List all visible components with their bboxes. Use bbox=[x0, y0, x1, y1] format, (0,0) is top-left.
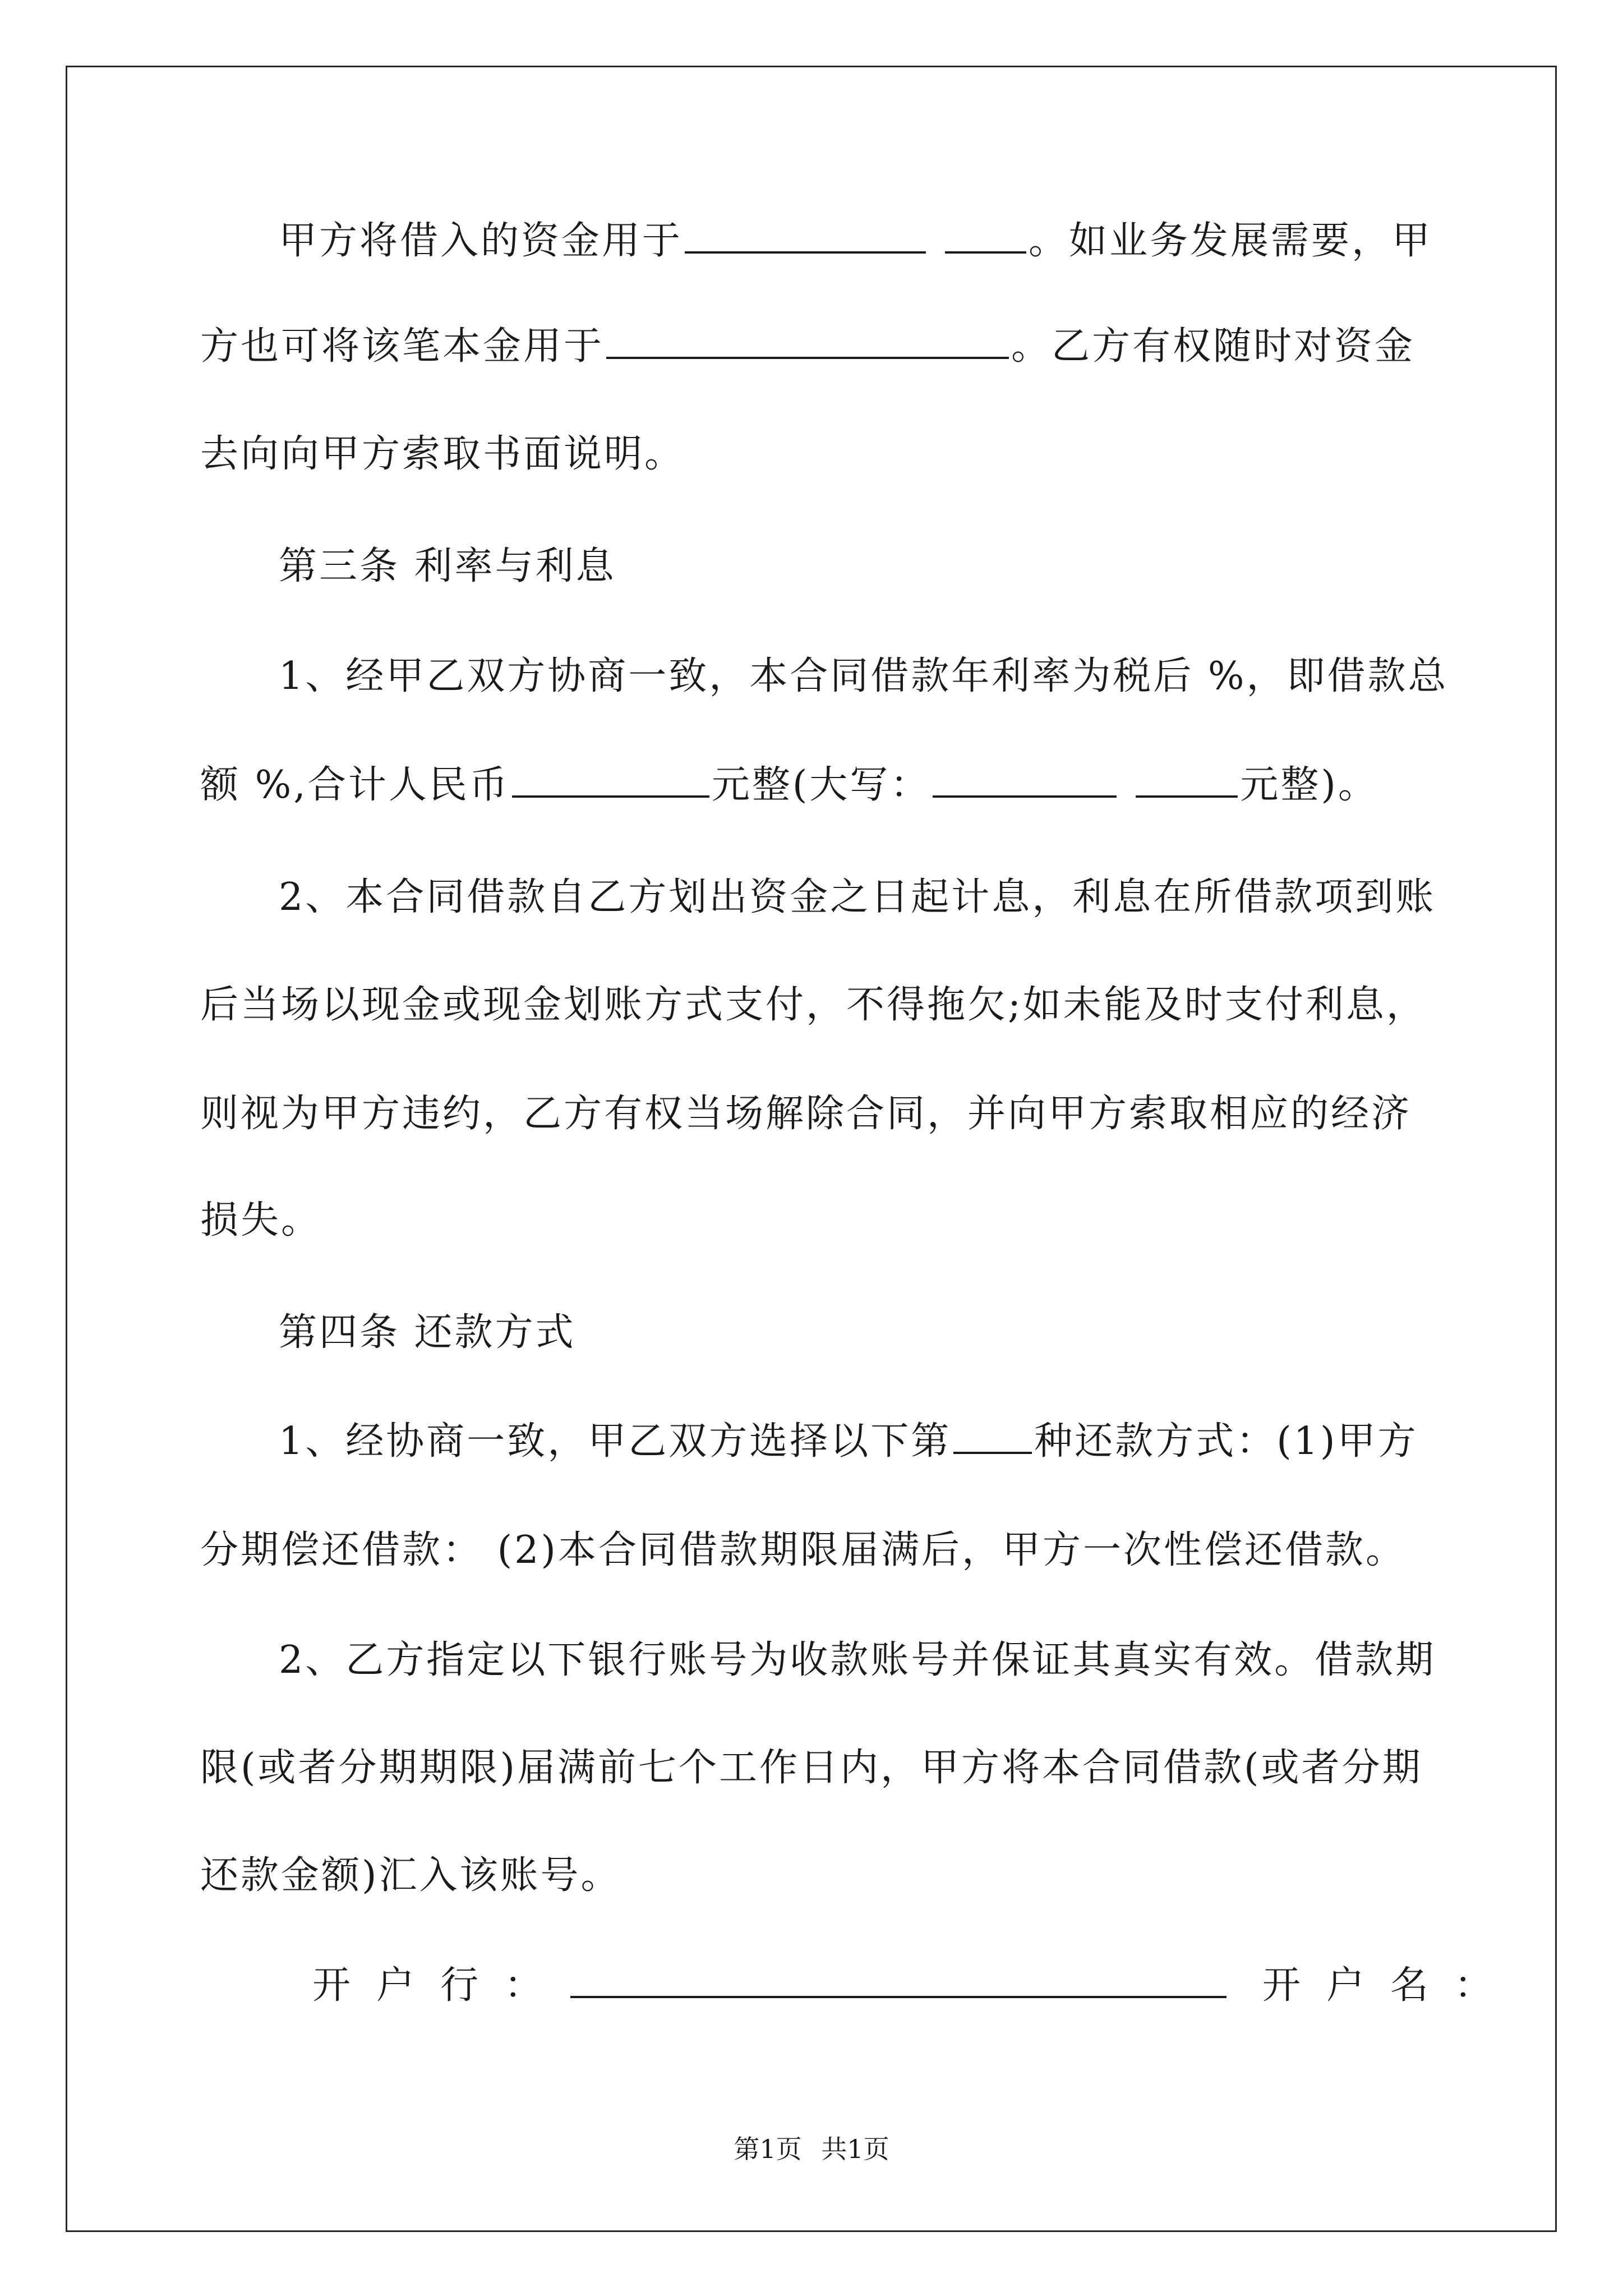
text: 1、经协商一致，甲乙双方选择以下第 bbox=[279, 1419, 952, 1464]
text: 元整)。 bbox=[1240, 763, 1378, 807]
text: 。乙方有权随时对资金 bbox=[1011, 324, 1415, 369]
page-current: 第1页 bbox=[734, 2134, 802, 2164]
paragraph-line bbox=[200, 313, 1415, 380]
text: 方也可将该笔本金用于 bbox=[200, 324, 605, 369]
paragraph-line bbox=[200, 1734, 1423, 1802]
fill-blank[interactable] bbox=[933, 756, 1117, 798]
bank-info-line bbox=[312, 1952, 1518, 2019]
text: 额 %,合计人民币 bbox=[200, 763, 510, 807]
fill-blank[interactable] bbox=[945, 212, 1026, 254]
section-heading bbox=[279, 533, 616, 600]
text: 后当场以现金或现金划账方式支付，不得拖欠;如未能及时支付利息， bbox=[200, 983, 1427, 1027]
fill-blank[interactable] bbox=[1136, 756, 1238, 798]
bank-name-field[interactable] bbox=[570, 1957, 1227, 1998]
fill-blank[interactable] bbox=[512, 756, 709, 798]
text: 限(或者分期期限)届满前七个工作日内，甲方将本合同借款(或者分期 bbox=[200, 1746, 1423, 1790]
paragraph-line bbox=[200, 972, 1427, 1039]
section-heading bbox=[279, 1299, 576, 1366]
bank-label: 开户行： bbox=[312, 1963, 569, 2008]
paragraph-line bbox=[279, 1408, 1418, 1475]
text: 分期偿还借款： (2)本合同借款期限届满后，甲方一次性偿还借款。 bbox=[200, 1528, 1406, 1572]
paragraph-line bbox=[200, 1187, 321, 1254]
paragraph-line bbox=[279, 643, 1449, 710]
text: 甲方将借入的资金用于 bbox=[279, 219, 683, 263]
paragraph-line bbox=[200, 1842, 621, 1910]
text: 1、经甲乙双方协商一致，本合同借款年利率为税后 %，即借款总 bbox=[279, 654, 1449, 698]
paragraph-line bbox=[200, 1080, 1412, 1148]
paragraph-line bbox=[279, 208, 1432, 275]
paragraph-line bbox=[200, 1517, 1406, 1584]
text: 2、乙方指定以下银行账号为收款账号并保证其真实有效。借款期 bbox=[279, 1638, 1436, 1682]
text: 损失。 bbox=[200, 1198, 322, 1243]
fill-blank[interactable] bbox=[953, 1412, 1032, 1454]
paragraph-line bbox=[200, 752, 1378, 819]
page-total: 共1页 bbox=[821, 2134, 889, 2164]
heading-text: 第四条 还款方式 bbox=[279, 1310, 576, 1355]
paragraph-line bbox=[279, 1627, 1436, 1694]
text: 2、本合同借款自乙方划出资金之日起计息，利息在所借款项到账 bbox=[279, 875, 1436, 919]
fill-blank[interactable] bbox=[685, 212, 926, 254]
text: 种还款方式：(1)甲方 bbox=[1034, 1419, 1418, 1464]
paragraph-line bbox=[200, 421, 685, 488]
text: 元整(大写： bbox=[711, 763, 931, 807]
heading-text: 第三条 利率与利息 bbox=[279, 544, 616, 588]
page-footer bbox=[0, 2129, 1623, 2166]
text: 还款金额)汇入该账号。 bbox=[200, 1853, 621, 1898]
paragraph-line bbox=[279, 864, 1436, 931]
text: 去向向甲方索取书面说明。 bbox=[200, 432, 685, 476]
text: 。如业务发展需要，甲 bbox=[1029, 219, 1433, 263]
text: 则视为甲方违约，乙方有权当场解除合同，并向甲方索取相应的经济 bbox=[200, 1092, 1412, 1136]
account-name-label: 开户名： bbox=[1262, 1963, 1519, 2008]
fill-blank[interactable] bbox=[606, 318, 1009, 359]
